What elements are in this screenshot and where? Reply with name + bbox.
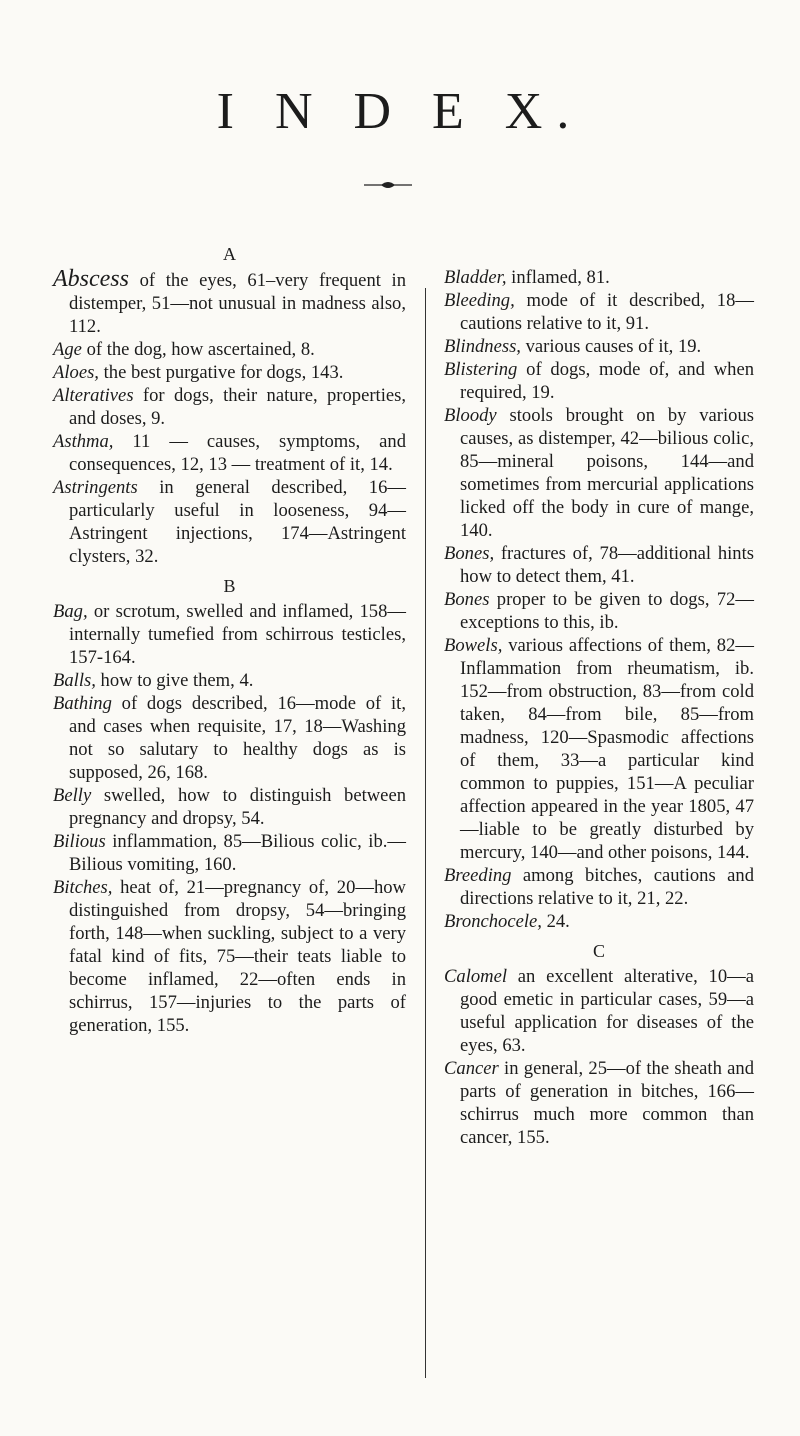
entry-term: Aloes,	[53, 362, 99, 383]
section-letter-c: C	[592, 941, 605, 961]
entry-term: Breeding	[444, 865, 512, 886]
entry-term: Cancer	[444, 1058, 499, 1079]
entry-term: Bilious	[53, 831, 106, 852]
entry-term: Bladder,	[444, 267, 507, 288]
section-letter-b: B	[223, 576, 236, 596]
index-entry	[53, 361, 406, 384]
index-entry	[53, 430, 406, 476]
column-divider	[425, 288, 426, 1378]
entry-text: stools brought on by various causes, as distemper, 42—bilious colic, 85—mineral poisons, 144—and sometimes from mercurial applications licked off the body in cure of mange, 140.	[460, 405, 754, 541]
entry-term: Bones	[444, 589, 490, 610]
index-entry	[444, 634, 754, 864]
entry-text: 24.	[541, 911, 570, 932]
index-entry	[444, 588, 754, 634]
entry-text: for dogs, their nature, properties, and doses, 9.	[69, 385, 406, 429]
entry-text: 11 — causes, symptoms, and consequences, 12, 13 — treatment of it, 14.	[69, 431, 406, 475]
entry-term: Calomel	[444, 966, 508, 987]
entry-term: Bloody	[444, 405, 497, 426]
entry-text: or scrotum, swelled and inflamed, 158—internally tumefied from schirrous testicles, 157-164.	[69, 601, 406, 668]
page-title: I N D E X.	[216, 83, 584, 140]
entry-text: an excellent alterative, 10—a good emetic in particular cases, 59—a useful application for diseases of the eyes, 63.	[460, 966, 754, 1056]
entry-text: how to give them, 4.	[95, 670, 254, 691]
entry-text: proper to be given to dogs, 72—exceptions to this, ib.	[460, 589, 754, 633]
index-entry	[53, 784, 406, 830]
entry-text: fractures of, 78—additional hints how to detect them, 41.	[460, 543, 754, 587]
index-entry	[444, 335, 754, 358]
index-entry	[53, 384, 406, 430]
entry-term: Alteratives	[53, 385, 134, 406]
index-entry	[444, 965, 754, 1057]
entry-text: inflammation, 85—Bilious colic, ib.—Bilious vomiting, 160.	[69, 831, 406, 875]
index-entry	[444, 266, 754, 289]
index-entry	[53, 830, 406, 876]
index-entry	[53, 600, 406, 669]
entry-term: Asthma,	[53, 431, 114, 452]
entry-term: Astringents	[53, 477, 138, 498]
entry-term: Blistering	[444, 359, 518, 380]
index-entry	[53, 876, 406, 1037]
index-entry	[53, 476, 406, 568]
entry-term: Abscess	[53, 266, 129, 292]
section-letter-a: A	[223, 244, 236, 264]
index-entry	[53, 268, 406, 338]
entry-term: Belly	[53, 785, 92, 806]
index-column-left	[53, 240, 406, 1037]
index-entry	[444, 910, 754, 933]
index-entry	[444, 542, 754, 588]
entry-text: various affections of them, 82—Inflammation from rheumatism, ib. 152—from obstruction, 83—from cold taken, 84—from bile, 85—from madness, 120—Spasmodic affections of them, 33—a particular kind common to puppies, 151—A peculiar affection appeared in the year 1805, 47—liable to be greatly disturbed by mercury, 140—and other poisons, 144.	[460, 635, 754, 863]
entry-text: in general, 25—of the sheath and parts of generation in bitches, 166—schirrus much more common than cancer, 155.	[460, 1058, 754, 1148]
ornament-rule	[363, 179, 413, 191]
entry-term: Bronchocele,	[444, 911, 542, 932]
index-entry	[444, 289, 754, 335]
index-entry	[444, 864, 754, 910]
index-entry	[444, 404, 754, 542]
entry-text: of the dog, how ascertained, 8.	[81, 339, 315, 360]
entry-text: inflamed, 81.	[506, 267, 610, 288]
index-entry	[444, 1057, 754, 1149]
index-entry	[53, 338, 406, 361]
entry-term: Blindness,	[444, 336, 521, 357]
entry-term: Bathing	[53, 693, 112, 714]
entry-text: various causes of it, 19.	[520, 336, 702, 357]
index-column-right	[444, 240, 754, 1149]
entry-text: mode of it described, 18—cautions relative to it, 91.	[460, 290, 754, 334]
entry-term: Age	[53, 339, 82, 360]
entry-text: of dogs, mode of, and when required, 19.	[460, 359, 754, 403]
index-entry	[444, 358, 754, 404]
entry-text: among bitches, cautions and directions relative to it, 21, 22.	[460, 865, 754, 909]
entry-text: in general described, 16—particularly useful in looseness, 94—Astringent injections, 174—Astringent clysters, 32.	[69, 477, 406, 567]
entry-text: of dogs described, 16—mode of it, and cases when requisite, 17, 18—Washing not so salutary to healthy dogs as is supposed, 26, 168.	[69, 693, 406, 783]
entry-text: the best purgative for dogs, 143.	[98, 362, 344, 383]
index-entry	[53, 692, 406, 784]
entry-term: Bones,	[444, 543, 495, 564]
entry-term: Bowels,	[444, 635, 503, 656]
entry-term: Bleeding,	[444, 290, 515, 311]
entry-term: Bag,	[53, 601, 88, 622]
entry-text: swelled, how to distinguish between pregnancy and dropsy, 54.	[69, 785, 406, 829]
entry-text: of the eyes, 61–very frequent in distemper, 51—not unusual in madness also, 112.	[69, 270, 406, 337]
index-entry	[53, 669, 406, 692]
entry-text: heat of, 21—pregnancy of, 20—how distinguished from dropsy, 54—bringing forth, 148—when suckling, subject to a very fatal kind of fits, 75—their teats liable to become inflamed, 22—often ends in schirrus, 157—injuries to the parts of generation, 155.	[69, 877, 406, 1036]
entry-term: Bitches,	[53, 877, 113, 898]
entry-term: Balls,	[53, 670, 96, 691]
